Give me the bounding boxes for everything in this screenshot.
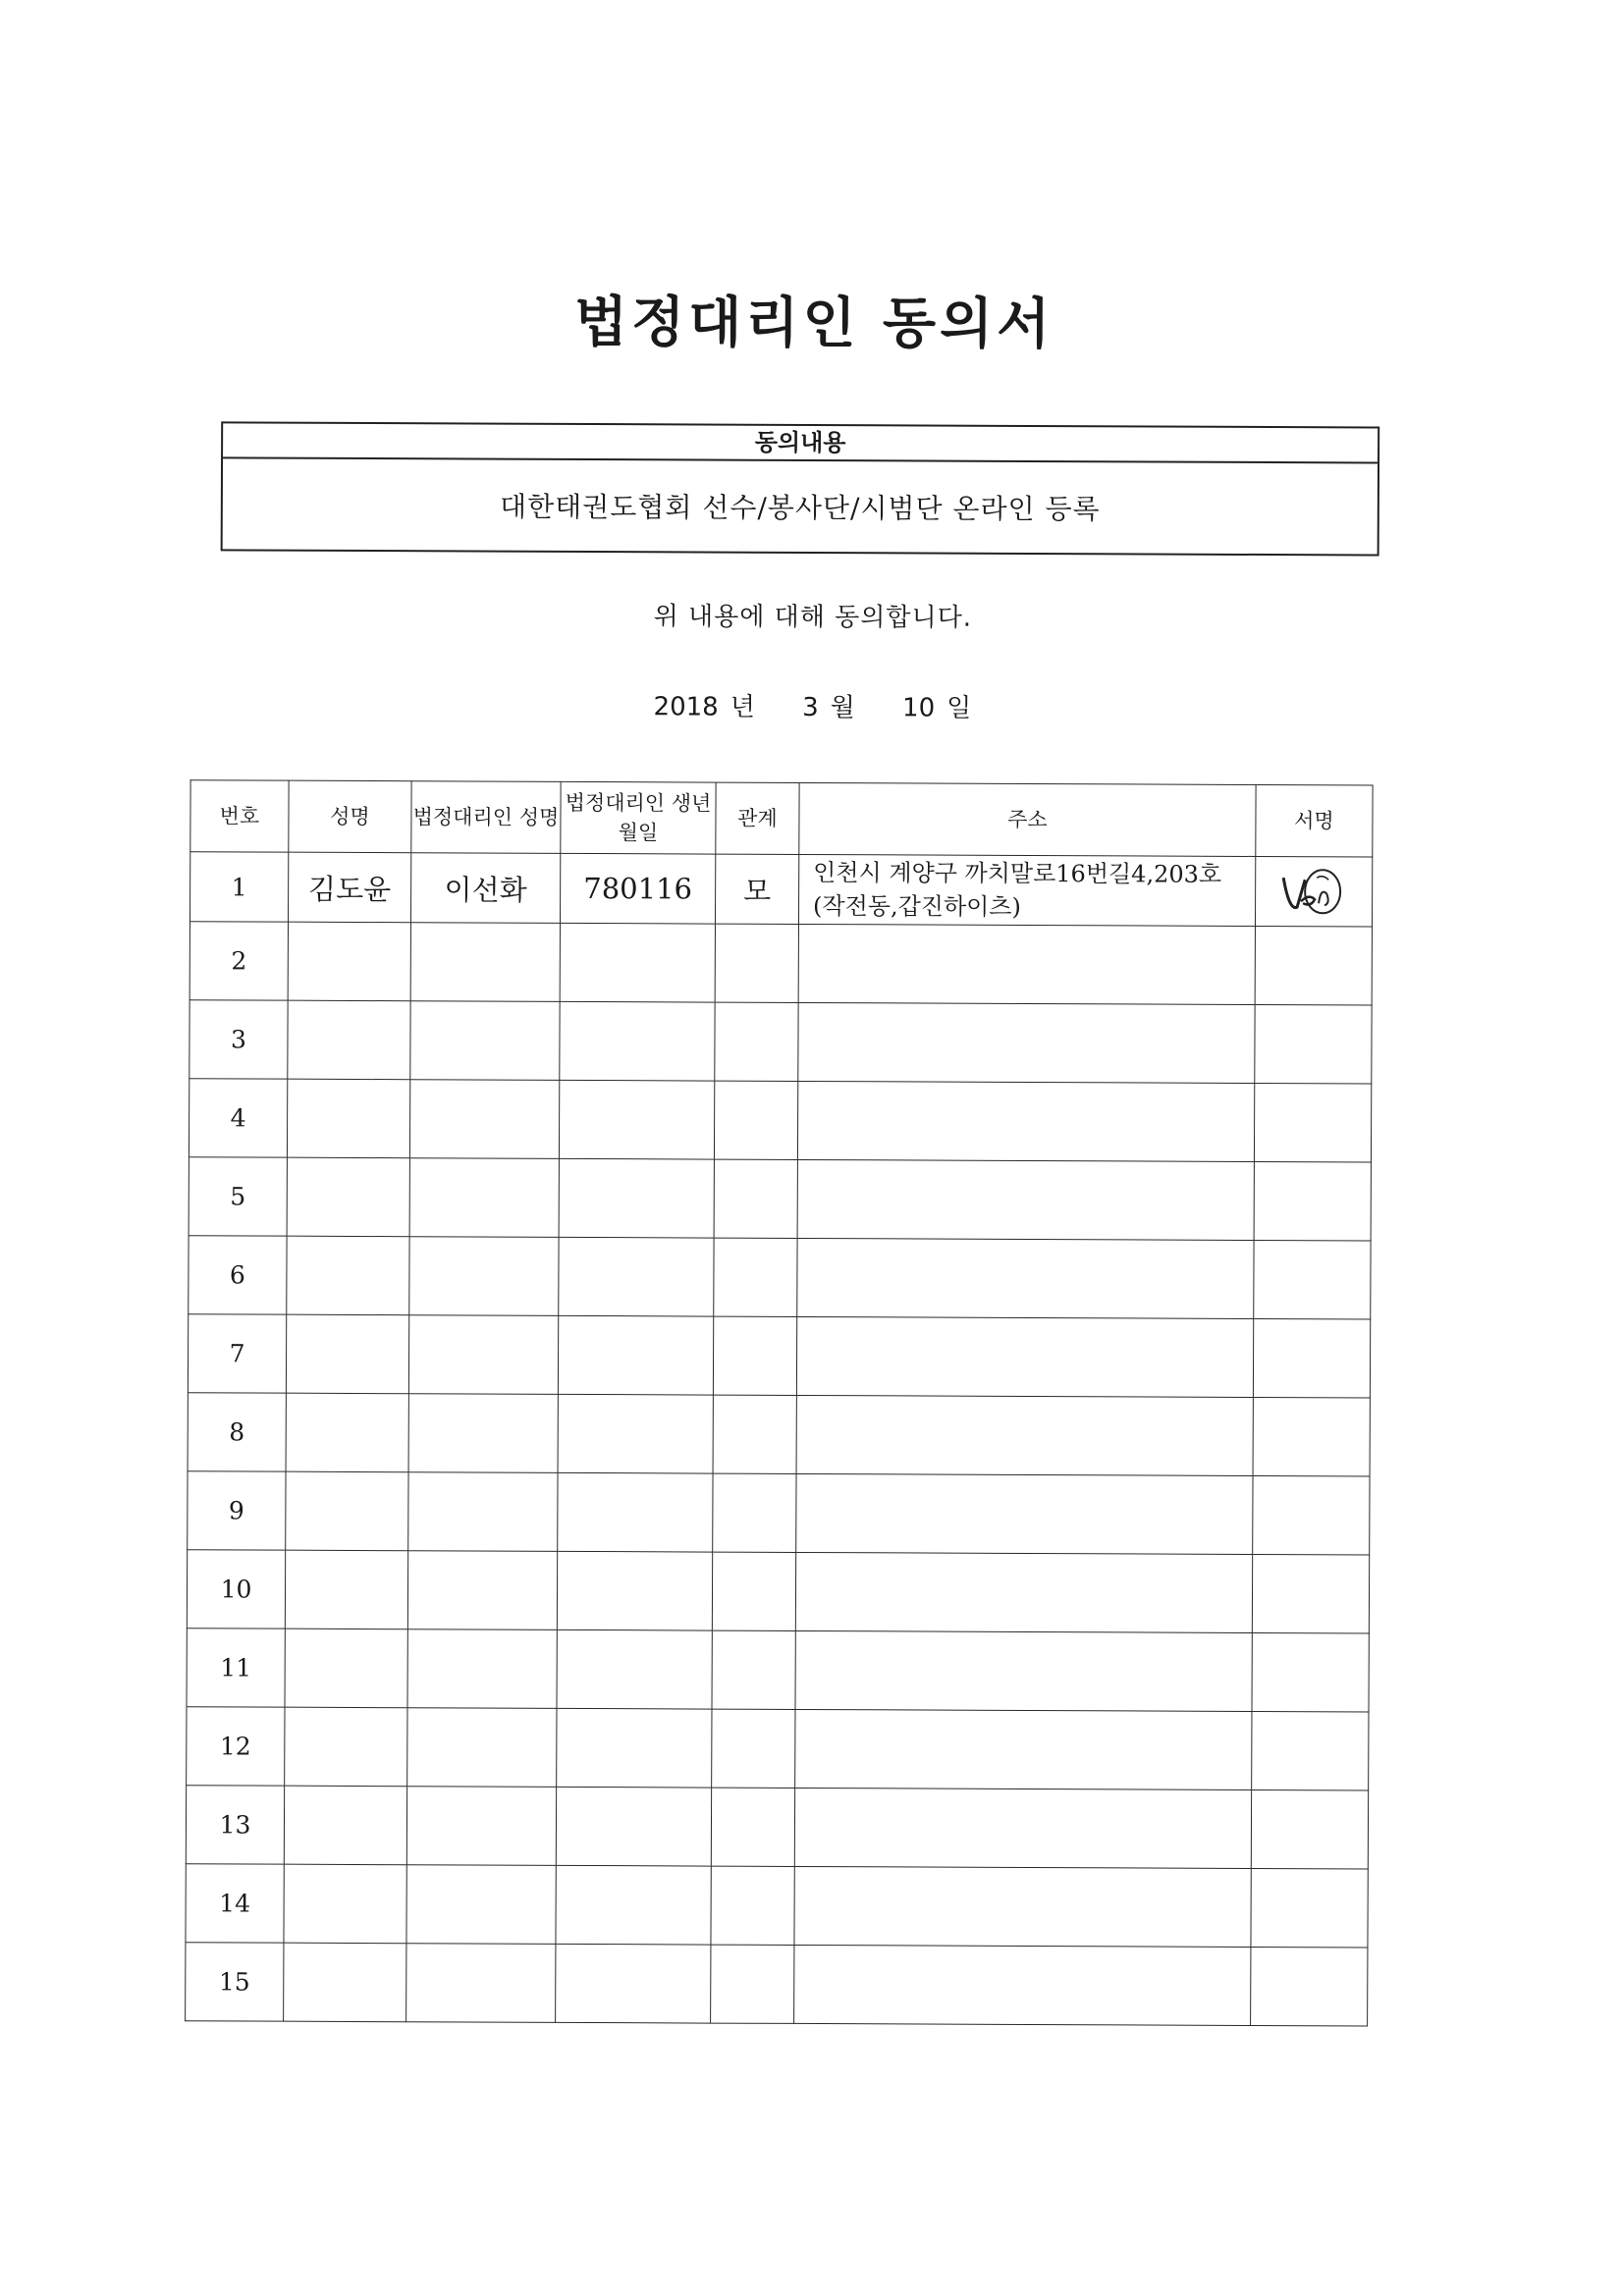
table-row	[186, 1943, 1368, 2026]
consent-content: 대한태권도협회 선수/봉사단/시범단 온라인 등록	[500, 490, 1101, 526]
row-address-line1: 인천시 계양구 까치말로16번길4,203호	[813, 859, 1222, 888]
row-guardian-birth: 780116	[560, 853, 715, 924]
row-number: 9	[188, 1471, 286, 1550]
table-row	[187, 1550, 1369, 1633]
document-title: 법정대리인 동의서	[573, 289, 1054, 357]
table-row	[188, 1393, 1370, 1476]
row-number: 12	[187, 1707, 285, 1786]
row-signature	[1255, 856, 1372, 927]
row-address	[798, 854, 1255, 926]
row-number: 10	[187, 1550, 285, 1629]
header-address: 주소	[799, 782, 1256, 856]
date-line	[2, 683, 1621, 726]
row-relation: 모	[715, 854, 798, 924]
date-year: 2018	[653, 692, 719, 722]
row-number: 13	[186, 1786, 284, 1864]
table-row	[189, 1157, 1371, 1241]
table-row	[187, 1707, 1369, 1790]
row-number: 7	[188, 1314, 286, 1393]
row-number: 11	[187, 1629, 285, 1707]
table-row	[189, 852, 1372, 927]
table-row	[186, 1786, 1368, 1869]
row-number: 6	[189, 1236, 287, 1314]
header-name: 성명	[289, 780, 411, 853]
guardian-table	[185, 779, 1374, 2026]
row-number: 3	[189, 1000, 288, 1079]
row-address-line2: (작전동,갑진하이츠)	[813, 892, 1021, 921]
date-month: 3	[802, 692, 819, 723]
agreement-text: 위 내용에 대해 동의합니다.	[653, 602, 973, 633]
table-row	[189, 1236, 1371, 1319]
row-number: 5	[189, 1157, 287, 1236]
date-year-unit: 년	[729, 692, 755, 722]
header-guardian-name: 법정대리인 성명	[411, 781, 561, 854]
row-number: 1	[189, 852, 288, 922]
row-number: 8	[188, 1393, 286, 1471]
table-row	[189, 1000, 1372, 1084]
header-number: 번호	[190, 780, 289, 852]
consent-heading: 동의내용	[223, 423, 1378, 463]
table-row	[189, 1079, 1371, 1162]
row-number: 15	[186, 1943, 284, 2021]
date-day: 10	[902, 693, 936, 723]
row-number: 14	[186, 1864, 284, 1943]
table-header-row	[190, 780, 1373, 857]
date-day-unit: 일	[946, 693, 972, 723]
table-row	[188, 1314, 1370, 1398]
row-number: 2	[189, 922, 288, 1000]
consent-box	[221, 421, 1380, 556]
table-row	[187, 1629, 1369, 1712]
handwritten-signature	[1279, 864, 1348, 919]
table-row	[189, 922, 1372, 1005]
header-signature: 서명	[1256, 784, 1373, 857]
row-guardian-name: 이선화	[410, 853, 560, 924]
row-number: 4	[189, 1079, 287, 1157]
table-row	[188, 1471, 1370, 1555]
header-guardian-birth: 법정대리인 생년월일	[561, 781, 716, 854]
header-relation: 관계	[716, 782, 799, 854]
table-row	[186, 1864, 1368, 1948]
row-name: 김도윤	[288, 852, 410, 923]
date-month-unit: 월	[830, 693, 855, 723]
